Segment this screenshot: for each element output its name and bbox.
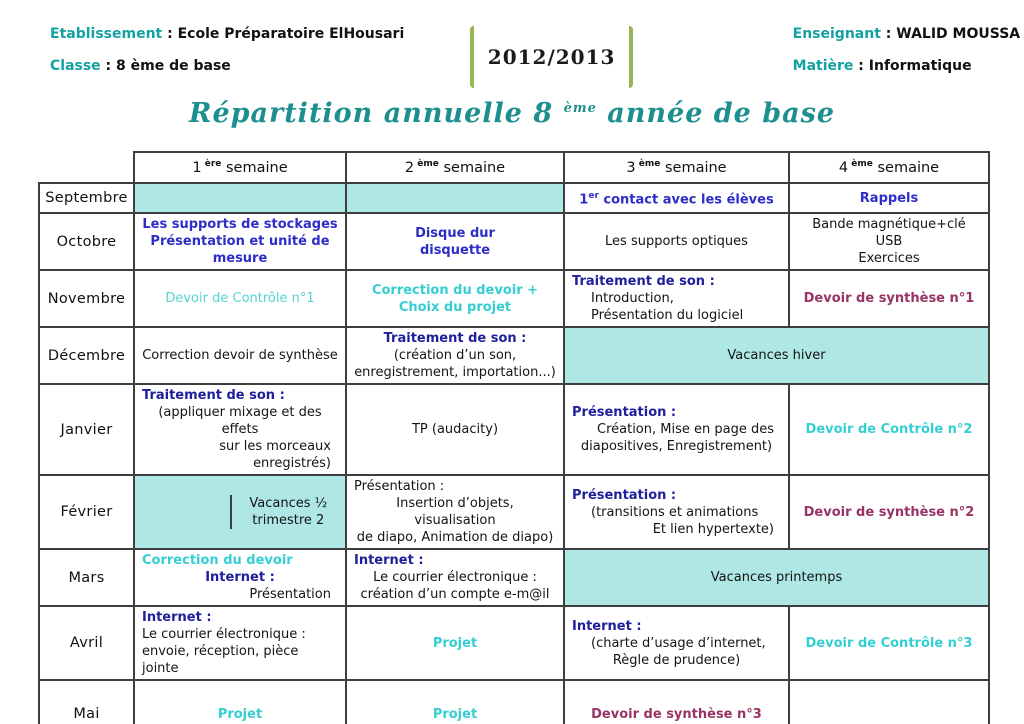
cell-line: Présentation :: [572, 405, 677, 420]
cell-line: Traitement de son :: [383, 331, 527, 346]
table-cell: [789, 213, 989, 270]
table-row: [39, 475, 989, 549]
cell-line: Disque dur: [415, 225, 495, 241]
table-cell: [789, 680, 989, 724]
cell-line: Le courrier électronique :: [373, 570, 537, 585]
week-ordinal-sup: ère: [201, 159, 222, 170]
text-part: contact avec les élèves: [598, 192, 774, 208]
week-number: 4: [838, 159, 849, 176]
split-cell-right: [232, 495, 345, 529]
cell-line: Présentation :: [354, 479, 445, 494]
table-cell: [346, 549, 564, 606]
table-cell: [789, 606, 989, 680]
table-cell: [134, 270, 346, 327]
split-cell-left: [135, 495, 232, 529]
table-cell: [346, 327, 564, 384]
week-header-cell: [564, 152, 789, 183]
week-ordinal-sup: ème: [635, 159, 661, 170]
cell-line: Projet: [432, 706, 478, 722]
week-word: semaine: [438, 159, 506, 176]
cell-line: diapositives, Enregistrement): [580, 439, 773, 454]
week-word: semaine: [660, 159, 727, 176]
table-cell: [346, 384, 564, 475]
cell-line: Traitement de son :: [142, 388, 285, 403]
cell-line: Devoir de Contrôle n°2: [805, 422, 973, 437]
cell-line: Introduction,: [591, 291, 674, 306]
cell-line: Présentation du logiciel: [591, 308, 744, 323]
table-cell: [134, 213, 346, 270]
month-cell: Novembre: [39, 270, 134, 327]
table-row: [39, 384, 989, 475]
cell-line: Internet :: [572, 618, 642, 634]
table-cell: [134, 680, 346, 724]
cell-line: Traitement de son :: [572, 274, 715, 289]
table-cell: [564, 606, 789, 680]
matiere-line: [793, 58, 1024, 74]
cell-line: Les supports de stockages: [142, 217, 338, 232]
table-cell: [564, 270, 789, 327]
week-ordinal-sup: ème: [414, 159, 439, 170]
table-cell: [789, 270, 989, 327]
enseignant-line: [793, 26, 1024, 42]
header-left-block: [50, 20, 479, 94]
table-cell: [564, 327, 989, 384]
classe-label: Classe: [50, 58, 101, 74]
header-row: [39, 152, 989, 183]
cell-line: Le courrier électronique :: [142, 627, 306, 642]
cell-line: Devoir de synthèse n°3: [591, 706, 762, 722]
cell-line: Les supports optiques: [605, 234, 748, 249]
table-cell: [789, 475, 989, 549]
etablissement-sep: :: [162, 26, 178, 42]
cell-line: Règle de prudence): [612, 652, 741, 668]
cell-line: Rappels: [859, 190, 919, 206]
table-row: [39, 680, 989, 724]
etablissement-value: Ecole Préparatoire ElHousari: [177, 26, 405, 42]
table-cell: [564, 384, 789, 475]
month-cell: Mars: [39, 549, 134, 606]
cell-line: Vacances ½: [249, 496, 328, 511]
table-cell: [134, 183, 346, 213]
document-header: [0, 0, 1024, 94]
split-cell-wrap: [135, 495, 345, 529]
week-number: 2: [404, 159, 415, 176]
table-cell: [134, 475, 346, 549]
week-header-cell: [134, 152, 346, 183]
etablissement-label: Etablissement: [50, 26, 163, 42]
matiere-sep: :: [853, 58, 869, 74]
cell-line: (création d’un son,: [393, 348, 517, 363]
cell-line: Création, Mise en page des: [597, 422, 774, 437]
cell-line: Vacances hiver: [727, 348, 826, 363]
week-word: semaine: [221, 159, 288, 176]
etablissement-line: [50, 26, 479, 42]
week-number: 3: [626, 159, 636, 176]
cell-line: Et lien hypertexte): [652, 521, 774, 537]
matiere-value: Informatique: [868, 58, 972, 74]
cell-line: enregistrement, importation...): [354, 365, 556, 380]
header-right-block: [625, 20, 1024, 94]
cell-line: Internet :: [354, 553, 424, 568]
table-cell: [346, 606, 564, 680]
matiere-label: Matière: [792, 58, 854, 74]
cell-line: Devoir de synthèse n°2: [803, 504, 975, 520]
month-cell: Octobre: [39, 213, 134, 270]
cell-line: création d’un compte e-m@il: [360, 587, 550, 602]
cell-line: Correction du devoir +: [371, 282, 539, 298]
table-cell: [564, 475, 789, 549]
cell-line: Devoir de synthèse n°1: [803, 291, 975, 306]
cell-line: Internet :: [142, 610, 212, 625]
week-header-cell: [789, 152, 989, 183]
table-head: [39, 152, 989, 183]
cell-line: Bande magnétique+clé USB: [812, 217, 966, 249]
cell-line: Devoir de Contrôle n°1: [165, 291, 315, 306]
table-row: [39, 606, 989, 680]
table-row: [39, 183, 989, 213]
table-cell: [564, 213, 789, 270]
week-header-cell: [346, 152, 564, 183]
cell-line: (transitions et animations: [591, 504, 759, 520]
cell-line: Correction devoir de synthèse: [142, 348, 338, 363]
table-body: [39, 183, 989, 724]
classe-line: [50, 58, 479, 74]
month-cell: Février: [39, 475, 134, 549]
enseignant-label: Enseignant: [792, 26, 881, 42]
cell-line: envoie, réception, pièce jointe: [142, 644, 299, 676]
month-cell: Avril: [39, 606, 134, 680]
table-cell: [134, 549, 346, 606]
cell-line: Présentation :: [572, 487, 677, 503]
table-cell: [564, 183, 789, 213]
table-cell: [346, 270, 564, 327]
week-word: semaine: [872, 159, 940, 176]
table-cell: [564, 680, 789, 724]
cell-line: Vacances printemps: [710, 570, 843, 585]
cell-line: [567, 188, 786, 208]
month-cell: Décembre: [39, 327, 134, 384]
school-year-block: [479, 20, 625, 94]
cell-line: Projet: [432, 635, 478, 651]
page-title: [0, 98, 1024, 129]
cell-line: (appliquer mixage et des effets: [158, 405, 322, 437]
week-ordinal-sup: ème: [848, 159, 873, 170]
cell-line: disquette: [419, 242, 491, 258]
text-part: 1: [579, 192, 589, 208]
school-year: 2012/2013: [487, 45, 616, 69]
cell-line: Correction du devoir: [142, 553, 293, 568]
month-cell: Mai: [39, 680, 134, 724]
table-cell: [134, 606, 346, 680]
cell-line: de diapo, Animation de diapo): [356, 530, 554, 545]
schedule-table: [38, 151, 990, 724]
left-bracket-shape: [470, 26, 474, 88]
cell-line: (charte d’usage d’internet,: [591, 635, 766, 651]
table-cell: [346, 680, 564, 724]
table-cell: [564, 549, 989, 606]
table-cell: [789, 384, 989, 475]
cell-line: Exercices: [858, 251, 920, 266]
table-cell: [346, 213, 564, 270]
cell-line: Projet: [217, 706, 263, 722]
week-number: 1: [192, 159, 202, 176]
page-title-suffix: année de base: [596, 98, 835, 129]
cell-line: Présentation et unité de mesure: [150, 234, 330, 266]
month-cell: Janvier: [39, 384, 134, 475]
cell-line: Devoir de Contrôle n°3: [805, 635, 973, 651]
cell-line: sur les morceaux enregistrés): [219, 439, 331, 471]
table-cell: [346, 475, 564, 549]
page-title-sup: ème: [563, 101, 597, 116]
cell-line: Choix du projet: [398, 299, 512, 315]
cell-line: trimestre 2: [252, 513, 325, 528]
enseignant-sep: :: [880, 26, 897, 42]
table-cell: [134, 327, 346, 384]
classe-sep: :: [100, 58, 117, 74]
page-title-prefix: Répartition annuelle 8: [189, 98, 564, 129]
cell-line: TP (audacity): [411, 422, 499, 437]
table-row: [39, 327, 989, 384]
month-cell: Septembre: [39, 183, 134, 213]
cell-line: Insertion d’objets, visualisation: [396, 496, 514, 528]
ghost-corner-cell: [39, 152, 134, 183]
table-row: [39, 270, 989, 327]
classe-value: 8 ème de base: [116, 58, 231, 74]
superscript-text: er: [588, 190, 599, 201]
cell-line: Présentation: [249, 587, 331, 602]
table-cell: [134, 384, 346, 475]
table-row: [39, 213, 989, 270]
table-row: [39, 549, 989, 606]
table-cell: [346, 183, 564, 213]
table-cell: [789, 183, 989, 213]
enseignant-value: WALID MOUSSA: [896, 26, 1021, 42]
cell-line: Internet :: [205, 570, 275, 585]
